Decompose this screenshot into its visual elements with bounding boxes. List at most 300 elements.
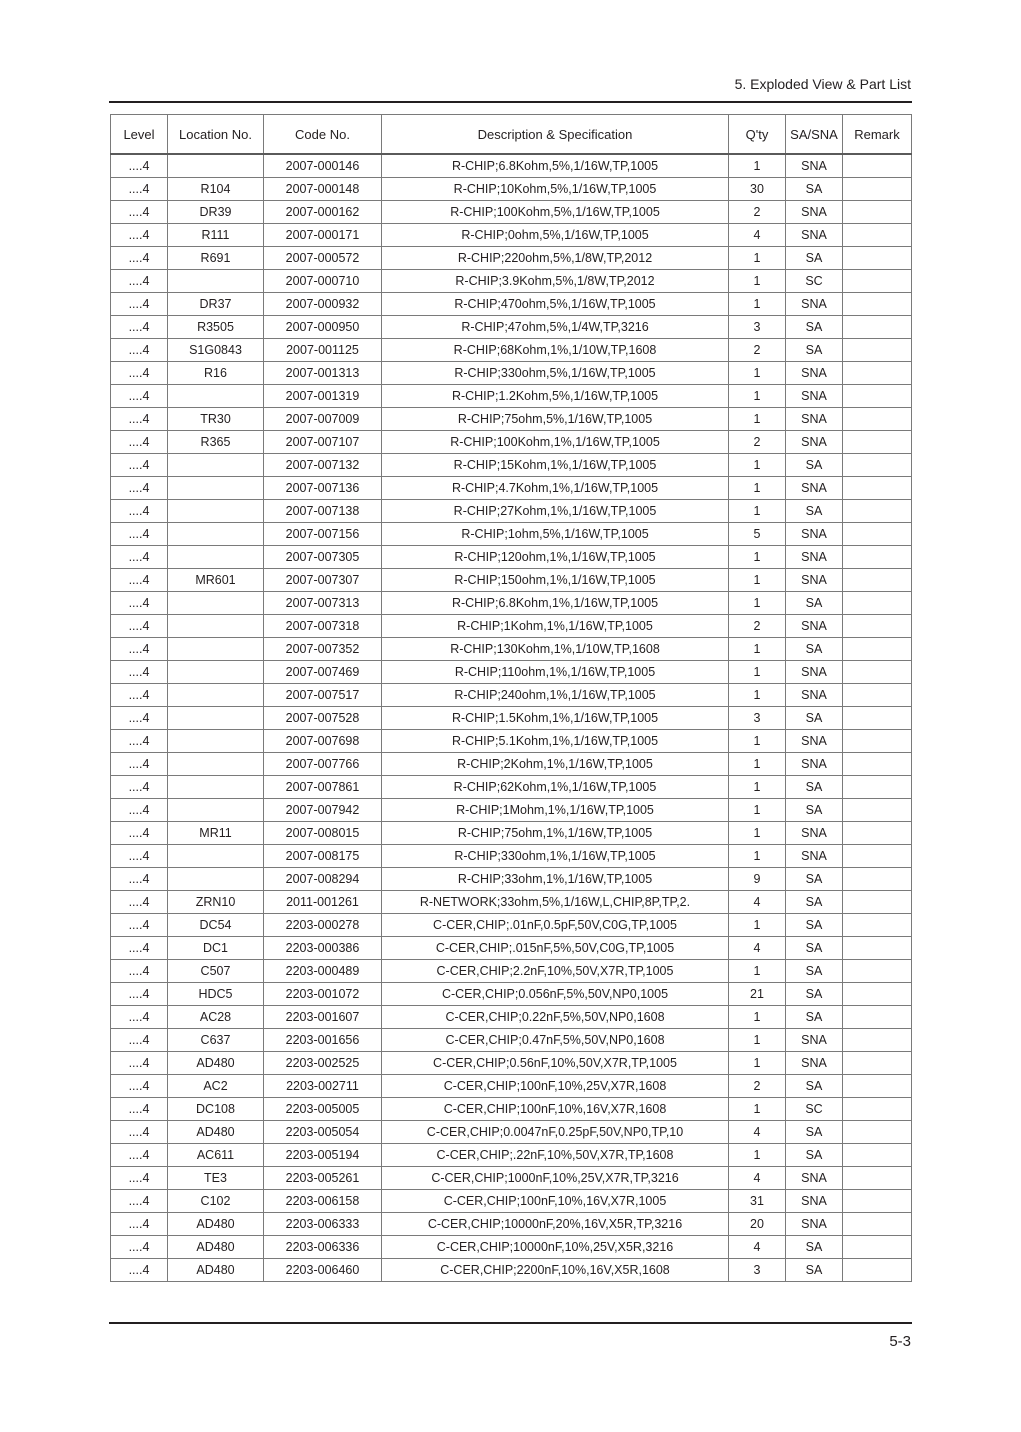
cell-remark — [843, 891, 912, 914]
cell-sa-sna: SA — [786, 960, 843, 983]
cell-level: ....4 — [111, 500, 168, 523]
cell-remark — [843, 362, 912, 385]
cell-qty: 4 — [729, 1236, 786, 1259]
cell-remark — [843, 615, 912, 638]
cell-sa-sna: SNA — [786, 730, 843, 753]
cell-qty: 1 — [729, 454, 786, 477]
cell-level: ....4 — [111, 224, 168, 247]
column-header-code: Code No. — [264, 115, 382, 155]
table-row — [111, 1006, 912, 1029]
cell-location: C102 — [168, 1190, 264, 1213]
cell-location: R691 — [168, 247, 264, 270]
cell-description: C-CER,CHIP;10000nF,20%,16V,X5R,TP,3216 — [382, 1213, 729, 1236]
cell-qty: 1 — [729, 822, 786, 845]
cell-sa-sna: SNA — [786, 362, 843, 385]
cell-location — [168, 776, 264, 799]
cell-remark — [843, 477, 912, 500]
cell-qty: 1 — [729, 293, 786, 316]
cell-location: R3505 — [168, 316, 264, 339]
cell-remark — [843, 1006, 912, 1029]
cell-remark — [843, 914, 912, 937]
table-row — [111, 799, 912, 822]
cell-qty: 9 — [729, 868, 786, 891]
cell-description: R-CHIP;120ohm,1%,1/16W,TP,1005 — [382, 546, 729, 569]
cell-code: 2007-000932 — [264, 293, 382, 316]
cell-remark — [843, 431, 912, 454]
cell-sa-sna: SA — [786, 1144, 843, 1167]
cell-qty: 1 — [729, 960, 786, 983]
cell-location: DC108 — [168, 1098, 264, 1121]
cell-qty: 1 — [729, 1006, 786, 1029]
cell-location: AD480 — [168, 1121, 264, 1144]
cell-sa-sna: SNA — [786, 1190, 843, 1213]
cell-sa-sna: SNA — [786, 569, 843, 592]
cell-remark — [843, 730, 912, 753]
cell-location: C507 — [168, 960, 264, 983]
cell-remark — [843, 408, 912, 431]
cell-remark — [843, 753, 912, 776]
cell-description: R-CHIP;15Kohm,1%,1/16W,TP,1005 — [382, 454, 729, 477]
cell-remark — [843, 1190, 912, 1213]
cell-code: 2203-000489 — [264, 960, 382, 983]
cell-sa-sna: SA — [786, 1006, 843, 1029]
cell-location: TR30 — [168, 408, 264, 431]
cell-code: 2007-000148 — [264, 178, 382, 201]
cell-qty: 1 — [729, 1029, 786, 1052]
cell-location — [168, 707, 264, 730]
cell-code: 2203-006460 — [264, 1259, 382, 1282]
cell-description: C-CER,CHIP;100nF,10%,25V,X7R,1608 — [382, 1075, 729, 1098]
cell-qty: 3 — [729, 1259, 786, 1282]
cell-level: ....4 — [111, 339, 168, 362]
table-row — [111, 1167, 912, 1190]
cell-level: ....4 — [111, 1121, 168, 1144]
cell-level: ....4 — [111, 638, 168, 661]
cell-description: R-CHIP;150ohm,1%,1/16W,TP,1005 — [382, 569, 729, 592]
cell-sa-sna: SA — [786, 1236, 843, 1259]
cell-level: ....4 — [111, 1213, 168, 1236]
cell-level: ....4 — [111, 293, 168, 316]
cell-level: ....4 — [111, 201, 168, 224]
cell-description: C-CER,CHIP;100nF,10%,16V,X7R,1005 — [382, 1190, 729, 1213]
cell-sa-sna: SA — [786, 178, 843, 201]
table-row — [111, 845, 912, 868]
cell-qty: 1 — [729, 154, 786, 178]
cell-qty: 1 — [729, 753, 786, 776]
cell-sa-sna: SNA — [786, 546, 843, 569]
cell-location: DR37 — [168, 293, 264, 316]
cell-remark — [843, 224, 912, 247]
cell-level: ....4 — [111, 270, 168, 293]
cell-level: ....4 — [111, 1029, 168, 1052]
table-row — [111, 546, 912, 569]
cell-sa-sna: SNA — [786, 1213, 843, 1236]
cell-qty: 2 — [729, 339, 786, 362]
cell-location: HDC5 — [168, 983, 264, 1006]
cell-description: R-CHIP;240ohm,1%,1/16W,TP,1005 — [382, 684, 729, 707]
cell-code: 2007-007318 — [264, 615, 382, 638]
cell-level: ....4 — [111, 1190, 168, 1213]
cell-location — [168, 385, 264, 408]
table-row — [111, 178, 912, 201]
table-row — [111, 1121, 912, 1144]
cell-code: 2007-007136 — [264, 477, 382, 500]
cell-sa-sna: SNA — [786, 431, 843, 454]
cell-level: ....4 — [111, 822, 168, 845]
cell-level: ....4 — [111, 154, 168, 178]
cell-description: C-CER,CHIP;.22nF,10%,50V,X7R,TP,1608 — [382, 1144, 729, 1167]
cell-qty: 1 — [729, 408, 786, 431]
header-divider — [109, 101, 912, 103]
cell-description: R-CHIP;1ohm,5%,1/16W,TP,1005 — [382, 523, 729, 546]
cell-remark — [843, 523, 912, 546]
parts-list-table — [110, 114, 912, 1282]
cell-location — [168, 753, 264, 776]
cell-sa-sna: SA — [786, 983, 843, 1006]
table-row — [111, 638, 912, 661]
cell-location: R111 — [168, 224, 264, 247]
cell-sa-sna: SNA — [786, 1029, 843, 1052]
table-body — [111, 154, 912, 1282]
cell-sa-sna: SNA — [786, 1167, 843, 1190]
cell-remark — [843, 385, 912, 408]
table-row — [111, 822, 912, 845]
cell-level: ....4 — [111, 1259, 168, 1282]
cell-level: ....4 — [111, 1098, 168, 1121]
cell-qty: 4 — [729, 1121, 786, 1144]
cell-remark — [843, 1029, 912, 1052]
cell-code: 2007-007138 — [264, 500, 382, 523]
cell-sa-sna: SNA — [786, 845, 843, 868]
cell-remark — [843, 546, 912, 569]
table-row — [111, 454, 912, 477]
table-row — [111, 1190, 912, 1213]
cell-description: R-CHIP;130Kohm,1%,1/10W,TP,1608 — [382, 638, 729, 661]
cell-remark — [843, 154, 912, 178]
cell-level: ....4 — [111, 569, 168, 592]
cell-description: R-CHIP;33ohm,1%,1/16W,TP,1005 — [382, 868, 729, 891]
cell-qty: 4 — [729, 224, 786, 247]
cell-code: 2007-007132 — [264, 454, 382, 477]
cell-sa-sna: SA — [786, 1259, 843, 1282]
cell-remark — [843, 339, 912, 362]
cell-qty: 2 — [729, 1075, 786, 1098]
cell-remark — [843, 776, 912, 799]
cell-location — [168, 592, 264, 615]
cell-remark — [843, 868, 912, 891]
cell-code: 2007-008015 — [264, 822, 382, 845]
cell-level: ....4 — [111, 1052, 168, 1075]
cell-remark — [843, 822, 912, 845]
cell-level: ....4 — [111, 1144, 168, 1167]
table-row — [111, 431, 912, 454]
cell-code: 2007-007942 — [264, 799, 382, 822]
cell-sa-sna: SNA — [786, 408, 843, 431]
cell-qty: 2 — [729, 431, 786, 454]
table-row — [111, 1075, 912, 1098]
cell-sa-sna: SA — [786, 1121, 843, 1144]
cell-description: R-CHIP;0ohm,5%,1/16W,TP,1005 — [382, 224, 729, 247]
cell-description: R-CHIP;1Kohm,1%,1/16W,TP,1005 — [382, 615, 729, 638]
cell-sa-sna: SA — [786, 638, 843, 661]
cell-level: ....4 — [111, 707, 168, 730]
cell-code: 2007-007107 — [264, 431, 382, 454]
cell-description: R-CHIP;3.9Kohm,5%,1/8W,TP,2012 — [382, 270, 729, 293]
table-row — [111, 270, 912, 293]
cell-description: C-CER,CHIP;100nF,10%,16V,X7R,1608 — [382, 1098, 729, 1121]
cell-code: 2203-005194 — [264, 1144, 382, 1167]
cell-sa-sna: SNA — [786, 201, 843, 224]
table-row — [111, 385, 912, 408]
cell-code: 2203-001072 — [264, 983, 382, 1006]
page-header-title: 5. Exploded View & Part List — [734, 76, 911, 92]
cell-description: C-CER,CHIP;0.056nF,5%,50V,NP0,1005 — [382, 983, 729, 1006]
cell-location — [168, 684, 264, 707]
cell-qty: 1 — [729, 730, 786, 753]
cell-level: ....4 — [111, 1075, 168, 1098]
cell-sa-sna: SA — [786, 500, 843, 523]
cell-level: ....4 — [111, 546, 168, 569]
cell-remark — [843, 316, 912, 339]
cell-code: 2007-007305 — [264, 546, 382, 569]
cell-location: AC611 — [168, 1144, 264, 1167]
cell-level: ....4 — [111, 385, 168, 408]
cell-location: AC2 — [168, 1075, 264, 1098]
cell-remark — [843, 661, 912, 684]
cell-location: R365 — [168, 431, 264, 454]
cell-qty: 1 — [729, 799, 786, 822]
cell-sa-sna: SNA — [786, 684, 843, 707]
cell-description: R-CHIP;47ohm,5%,1/4W,TP,3216 — [382, 316, 729, 339]
cell-sa-sna: SA — [786, 891, 843, 914]
table-row — [111, 408, 912, 431]
cell-location — [168, 477, 264, 500]
cell-sa-sna: SNA — [786, 477, 843, 500]
cell-level: ....4 — [111, 891, 168, 914]
cell-qty: 1 — [729, 638, 786, 661]
cell-location: MR601 — [168, 569, 264, 592]
cell-level: ....4 — [111, 1167, 168, 1190]
table-row — [111, 1144, 912, 1167]
table-row — [111, 914, 912, 937]
column-header-remark: Remark — [843, 115, 912, 155]
cell-qty: 4 — [729, 891, 786, 914]
cell-remark — [843, 1167, 912, 1190]
table-row — [111, 339, 912, 362]
cell-description: R-CHIP;68Kohm,1%,1/10W,TP,1608 — [382, 339, 729, 362]
table-row — [111, 316, 912, 339]
cell-code: 2007-007156 — [264, 523, 382, 546]
table-row — [111, 154, 912, 178]
cell-remark — [843, 293, 912, 316]
cell-description: C-CER,CHIP;.015nF,5%,50V,C0G,TP,1005 — [382, 937, 729, 960]
cell-code: 2203-005054 — [264, 1121, 382, 1144]
cell-location — [168, 523, 264, 546]
cell-remark — [843, 684, 912, 707]
cell-code: 2203-006158 — [264, 1190, 382, 1213]
cell-sa-sna: SA — [786, 799, 843, 822]
cell-qty: 1 — [729, 914, 786, 937]
cell-level: ....4 — [111, 1236, 168, 1259]
cell-remark — [843, 454, 912, 477]
cell-code: 2007-007517 — [264, 684, 382, 707]
cell-location: R16 — [168, 362, 264, 385]
cell-code: 2203-000386 — [264, 937, 382, 960]
table-row — [111, 569, 912, 592]
cell-description: C-CER,CHIP;0.56nF,10%,50V,X7R,TP,1005 — [382, 1052, 729, 1075]
cell-qty: 1 — [729, 1052, 786, 1075]
cell-sa-sna: SC — [786, 270, 843, 293]
cell-location: AD480 — [168, 1052, 264, 1075]
cell-code: 2007-001125 — [264, 339, 382, 362]
cell-location — [168, 845, 264, 868]
cell-qty: 2 — [729, 615, 786, 638]
table-row — [111, 937, 912, 960]
cell-level: ....4 — [111, 477, 168, 500]
table-row — [111, 661, 912, 684]
cell-location: MR11 — [168, 822, 264, 845]
cell-remark — [843, 201, 912, 224]
column-header-qty: Q'ty — [729, 115, 786, 155]
table-row — [111, 868, 912, 891]
table-row — [111, 730, 912, 753]
cell-code: 2007-000162 — [264, 201, 382, 224]
cell-level: ....4 — [111, 983, 168, 1006]
cell-location — [168, 154, 264, 178]
cell-level: ....4 — [111, 845, 168, 868]
cell-code: 2007-000950 — [264, 316, 382, 339]
cell-level: ....4 — [111, 454, 168, 477]
cell-remark — [843, 247, 912, 270]
cell-location — [168, 500, 264, 523]
cell-level: ....4 — [111, 960, 168, 983]
cell-code: 2007-000572 — [264, 247, 382, 270]
cell-remark — [843, 1144, 912, 1167]
cell-code: 2203-006333 — [264, 1213, 382, 1236]
cell-remark — [843, 1259, 912, 1282]
cell-remark — [843, 569, 912, 592]
cell-sa-sna: SA — [786, 247, 843, 270]
cell-qty: 5 — [729, 523, 786, 546]
cell-sa-sna: SA — [786, 914, 843, 937]
cell-description: R-CHIP;75ohm,1%,1/16W,TP,1005 — [382, 822, 729, 845]
cell-qty: 1 — [729, 569, 786, 592]
cell-sa-sna: SA — [786, 592, 843, 615]
cell-code: 2011-001261 — [264, 891, 382, 914]
cell-level: ....4 — [111, 730, 168, 753]
cell-code: 2007-007766 — [264, 753, 382, 776]
table-row — [111, 293, 912, 316]
cell-description: R-CHIP;4.7Kohm,1%,1/16W,TP,1005 — [382, 477, 729, 500]
cell-qty: 4 — [729, 1167, 786, 1190]
cell-level: ....4 — [111, 661, 168, 684]
cell-level: ....4 — [111, 753, 168, 776]
cell-level: ....4 — [111, 615, 168, 638]
cell-code: 2007-007469 — [264, 661, 382, 684]
cell-description: R-CHIP;2Kohm,1%,1/16W,TP,1005 — [382, 753, 729, 776]
column-header-sa-sna: SA/SNA — [786, 115, 843, 155]
cell-level: ....4 — [111, 684, 168, 707]
table-row — [111, 753, 912, 776]
cell-level: ....4 — [111, 431, 168, 454]
cell-qty: 31 — [729, 1190, 786, 1213]
cell-description: R-CHIP;100Kohm,5%,1/16W,TP,1005 — [382, 201, 729, 224]
cell-location: C637 — [168, 1029, 264, 1052]
cell-location: DR39 — [168, 201, 264, 224]
cell-description: R-CHIP;1.5Kohm,1%,1/16W,TP,1005 — [382, 707, 729, 730]
cell-qty: 21 — [729, 983, 786, 1006]
cell-location — [168, 799, 264, 822]
cell-level: ....4 — [111, 1006, 168, 1029]
cell-location: DC1 — [168, 937, 264, 960]
table-row — [111, 707, 912, 730]
cell-remark — [843, 1052, 912, 1075]
cell-code: 2007-007307 — [264, 569, 382, 592]
cell-location — [168, 270, 264, 293]
cell-qty: 1 — [729, 247, 786, 270]
cell-description: C-CER,CHIP;1000nF,10%,25V,X7R,TP,3216 — [382, 1167, 729, 1190]
cell-location: AD480 — [168, 1259, 264, 1282]
cell-code: 2007-000146 — [264, 154, 382, 178]
cell-sa-sna: SNA — [786, 822, 843, 845]
cell-code: 2007-001313 — [264, 362, 382, 385]
cell-description: R-CHIP;10Kohm,5%,1/16W,TP,1005 — [382, 178, 729, 201]
cell-sa-sna: SNA — [786, 154, 843, 178]
cell-description: R-CHIP;1Mohm,1%,1/16W,TP,1005 — [382, 799, 729, 822]
cell-location — [168, 454, 264, 477]
cell-description: R-CHIP;330ohm,1%,1/16W,TP,1005 — [382, 845, 729, 868]
cell-code: 2007-007698 — [264, 730, 382, 753]
table-row — [111, 224, 912, 247]
cell-code: 2007-007313 — [264, 592, 382, 615]
table-row — [111, 592, 912, 615]
table-row — [111, 477, 912, 500]
cell-sa-sna: SA — [786, 937, 843, 960]
cell-description: R-CHIP;6.8Kohm,1%,1/16W,TP,1005 — [382, 592, 729, 615]
cell-level: ....4 — [111, 178, 168, 201]
cell-qty: 4 — [729, 937, 786, 960]
cell-code: 2203-000278 — [264, 914, 382, 937]
cell-remark — [843, 1098, 912, 1121]
table-row — [111, 684, 912, 707]
cell-level: ....4 — [111, 937, 168, 960]
cell-level: ....4 — [111, 247, 168, 270]
cell-qty: 3 — [729, 707, 786, 730]
cell-qty: 2 — [729, 201, 786, 224]
cell-remark — [843, 707, 912, 730]
cell-remark — [843, 1213, 912, 1236]
cell-code: 2007-008294 — [264, 868, 382, 891]
cell-remark — [843, 592, 912, 615]
cell-location: AD480 — [168, 1213, 264, 1236]
cell-qty: 1 — [729, 1098, 786, 1121]
cell-code: 2203-005261 — [264, 1167, 382, 1190]
cell-level: ....4 — [111, 523, 168, 546]
cell-remark — [843, 937, 912, 960]
cell-qty: 1 — [729, 661, 786, 684]
cell-qty: 1 — [729, 270, 786, 293]
table-row — [111, 891, 912, 914]
cell-qty: 1 — [729, 776, 786, 799]
table-row — [111, 247, 912, 270]
cell-code: 2007-007009 — [264, 408, 382, 431]
table-row — [111, 362, 912, 385]
cell-code: 2203-002711 — [264, 1075, 382, 1098]
cell-level: ....4 — [111, 776, 168, 799]
cell-code: 2203-001607 — [264, 1006, 382, 1029]
table-row — [111, 523, 912, 546]
cell-level: ....4 — [111, 408, 168, 431]
